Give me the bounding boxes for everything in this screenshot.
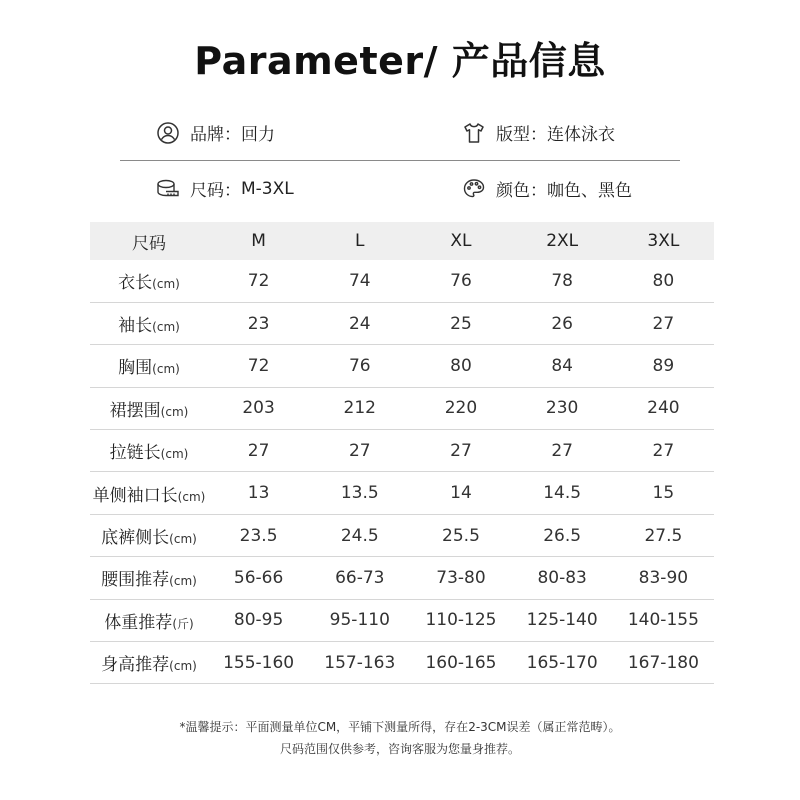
table-row	[90, 514, 714, 556]
table-cell: 27	[652, 440, 675, 461]
table-cell: 72	[247, 355, 270, 376]
color-value: 咖色、黑色	[547, 181, 632, 201]
header-cell-3xl: 3XL	[647, 231, 680, 251]
table-cell: 27	[247, 440, 270, 461]
table-cell: 80-95	[233, 610, 284, 631]
table-row	[90, 472, 714, 514]
table-cell: 72	[247, 270, 270, 291]
table-cell: 167-180	[627, 652, 699, 673]
brand-value: 回力	[241, 125, 275, 145]
header-cell-size: 尺码	[132, 233, 166, 254]
user-icon	[156, 121, 180, 145]
row-unit: (cm)	[169, 574, 197, 589]
row-label-cell	[90, 430, 208, 472]
table-row	[90, 599, 714, 641]
row-unit: (cm)	[169, 532, 197, 547]
table-cell: 66-73	[335, 567, 385, 588]
table-cell: 140-155	[627, 610, 699, 631]
table-cell: 240	[647, 398, 680, 419]
table-cell: 26.5	[543, 525, 582, 546]
table-cell: 76	[450, 270, 472, 291]
table-cell: 80	[652, 270, 675, 291]
table-cell: 83-90	[638, 567, 689, 588]
table-cell: 125-140	[526, 610, 598, 631]
size-info	[156, 176, 294, 201]
table-cell: 230	[545, 398, 579, 419]
row-label: 衣长	[118, 273, 153, 294]
brand-label: 品牌：	[190, 125, 241, 145]
table-cell: 160-165	[425, 652, 497, 673]
row-unit: (cm)	[152, 362, 180, 377]
table-cell: 25	[450, 313, 472, 334]
row-label: 腰围推荐	[101, 570, 170, 591]
table-cell: 25.5	[442, 525, 480, 546]
row-label-cell	[90, 514, 208, 556]
row-label-cell	[90, 472, 208, 514]
size-table	[90, 222, 714, 684]
table-cell: 14.5	[543, 483, 582, 504]
table-cell: 13	[247, 483, 270, 504]
info-divider	[120, 160, 680, 161]
row-label-cell	[90, 387, 208, 429]
row-unit: (cm)	[160, 404, 189, 419]
info-row-2	[0, 176, 800, 206]
row-unit: (cm)	[152, 277, 180, 292]
table-row	[90, 642, 714, 684]
row-label: 底裤侧长	[101, 528, 170, 549]
info-row-1	[0, 120, 800, 150]
table-cell: 13.5	[340, 483, 379, 504]
table-cell: 27	[348, 440, 371, 461]
table-cell: 155-160	[223, 652, 295, 673]
note-line-1: *温馨提示：平面测量单位CM，平铺下测量所得，存在2-3CM误差（属正常范畴）。	[179, 720, 621, 734]
table-cell: 76	[348, 355, 371, 376]
table-cell: 203	[242, 398, 275, 419]
table-cell: 73-80	[436, 567, 486, 588]
row-label-cell	[90, 557, 208, 599]
table-cell: 27	[551, 440, 573, 461]
table-cell: 78	[551, 270, 573, 291]
table-cell: 27.5	[644, 525, 683, 546]
header-cell-2xl: 2XL	[546, 231, 579, 251]
table-cell: 165-170	[526, 652, 598, 673]
row-unit: (斤)	[172, 616, 194, 631]
page-title: Parameter/ 产品信息	[194, 39, 606, 83]
table-cell: 14	[450, 483, 472, 504]
row-unit: (cm)	[169, 659, 197, 674]
table-cell: 27	[652, 313, 675, 334]
table-cell: 220	[444, 398, 478, 419]
table-cell: 80-83	[537, 567, 587, 588]
table-cell: 95-110	[329, 610, 390, 631]
color-info	[462, 176, 632, 201]
style-label: 版型：	[496, 125, 547, 145]
table-cell: 24	[348, 313, 371, 334]
row-label-cell	[90, 345, 208, 387]
table-cell: 24.5	[340, 525, 379, 546]
note-line-2: 尺码范围仅供参考，咨询客服为您量身推荐。	[279, 742, 520, 756]
row-label: 袖长	[118, 316, 153, 337]
row-label: 胸围	[118, 358, 153, 379]
row-unit: (cm)	[177, 489, 206, 504]
row-label-cell	[90, 642, 208, 684]
size-label: 尺码：	[190, 181, 241, 201]
row-label-cell	[90, 599, 208, 641]
table-cell: 74	[348, 270, 371, 291]
table-cell: 157-163	[324, 652, 396, 673]
table-cell: 84	[551, 355, 573, 376]
tape-measure-icon	[156, 177, 180, 201]
row-label-cell	[90, 302, 208, 344]
palette-icon	[462, 177, 486, 201]
row-label: 裙摆围	[109, 400, 161, 421]
table-row	[90, 260, 714, 302]
table-cell: 23	[247, 313, 270, 334]
row-label: 单侧袖口长	[92, 485, 178, 506]
table-row	[90, 302, 714, 344]
table-cell: 27	[450, 440, 472, 461]
table-cell: 26	[551, 313, 573, 334]
table-row	[90, 387, 714, 429]
row-label: 体重推荐	[104, 612, 173, 633]
header-cell-m: M	[251, 231, 266, 251]
table-row	[90, 345, 714, 387]
row-label: 身高推荐	[101, 655, 170, 676]
table-row	[90, 557, 714, 599]
tshirt-icon	[462, 121, 486, 145]
row-unit: (cm)	[160, 447, 189, 462]
row-label-cell	[90, 260, 208, 302]
table-row	[90, 430, 714, 472]
row-label: 拉链长	[109, 443, 161, 464]
table-cell: 56-66	[233, 567, 284, 588]
table-cell: 89	[652, 355, 675, 376]
size-table-header	[90, 222, 714, 260]
table-cell: 15	[652, 483, 675, 504]
color-label: 颜色：	[496, 181, 547, 201]
table-cell: 80	[450, 355, 472, 376]
header-cell-l: L	[355, 231, 365, 251]
row-unit: (cm)	[152, 320, 180, 335]
table-cell: 23.5	[239, 525, 278, 546]
header-cell-xl: XL	[450, 231, 472, 251]
table-cell: 110-125	[425, 610, 497, 631]
size-value: M-3XL	[241, 178, 294, 199]
style-info	[462, 120, 615, 145]
table-cell: 212	[343, 398, 376, 419]
style-value: 连体泳衣	[547, 125, 615, 145]
brand-info	[156, 120, 275, 145]
